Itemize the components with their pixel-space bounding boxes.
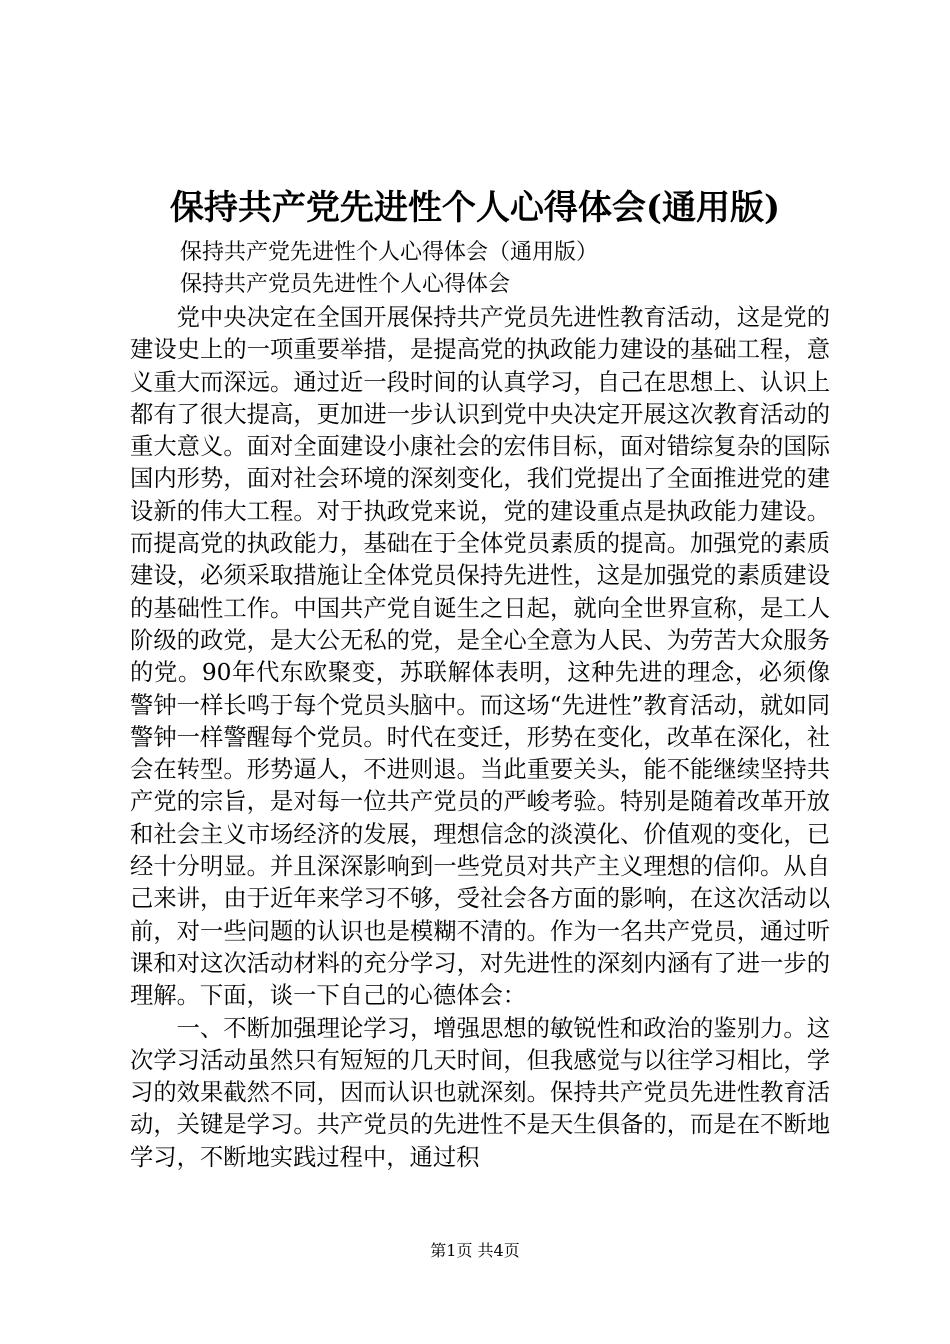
page-footer: 第1页 共4页: [430, 1241, 520, 1260]
body-paragraph-1: 党中央决定在全国开展保持共产党员先进性教育活动，这是党的建设史上的一项重要举措，是提高党的执政能力建设的基础工程，意义重大而深远。通过近一段时间的认真学习，自己在思想上、认识上都有了很大提高，更加进一步认识到党中央决定开展这次教育活动的重大意义。面对全面建设小康社会的宏伟目标，面对错综复杂的国际国内形势，面对社会环境的深刻变化，我们党提出了全面推进党的建设新的伟大工程。对于执政党来说，党的建设重点是执政能力建设。而提高党的执政能力，基础在于全体党员素质的提高。加强党的素质建设，必须采取措施让全体党员保持先进性，这是加强党的素质建设的基础性工作。中国共产党自诞生之日起，就向全世界宣称，是工人阶级的政党，是大公无私的党，是全心全意为人民、为劳苦大众服务的党。90年代东欧聚变，苏联解体表明，这种先进的理念，必须像警钟一样长鸣于每个党员头脑中。而这场“先进性”教育活动，就如同警钟一样警醒每个党员。时代在变迁，形势在变化，改革在深化，社会在转型。形势逼人，不进则退。当此重要关头，能不能继续坚持共产党的宗旨，是对每一位共产党员的严峻考验。特别是随着改革开放和社会主义市场经济的发展，理想信念的淡漠化、价值观的变化，已经十分明显。并且深深影响到一些党员对共产主义理想的信仰。从自己来讲，由于近年来学习不够，受社会各方面的影响，在这次活动以前，对一些问题的认识也是模糊不清的。作为一名共产党员，通过听课和对这次活动材料的充分学习，对先进性的深刻内涵有了进一步的理解。下面，谈一下自己的心德体会：: [130, 304, 830, 1010]
body-paragraph-2: 一、不断加强理论学习，增强思想的敏锐性和政治的鉴别力。这次学习活动虽然只有短短的几天时间，但我感觉与以往学习相比，学习的效果截然不同，因而认识也就深刻。保持共产党员先进性教育活动，关键是学习。共产党员的先进性不是天生俱备的，而是在不断地学习，不断地实践过程中，通过积: [130, 1014, 830, 1171]
document-subtitle-1: 保持共产党先进性个人心得体会（通用版）: [180, 240, 599, 265]
document-title: 保持共产党先进性个人心得体会(通用版): [169, 188, 781, 228]
document-body: [130, 302, 830, 1174]
document-subtitle-2: 保持共产党员先进性个人心得体会: [180, 272, 511, 297]
